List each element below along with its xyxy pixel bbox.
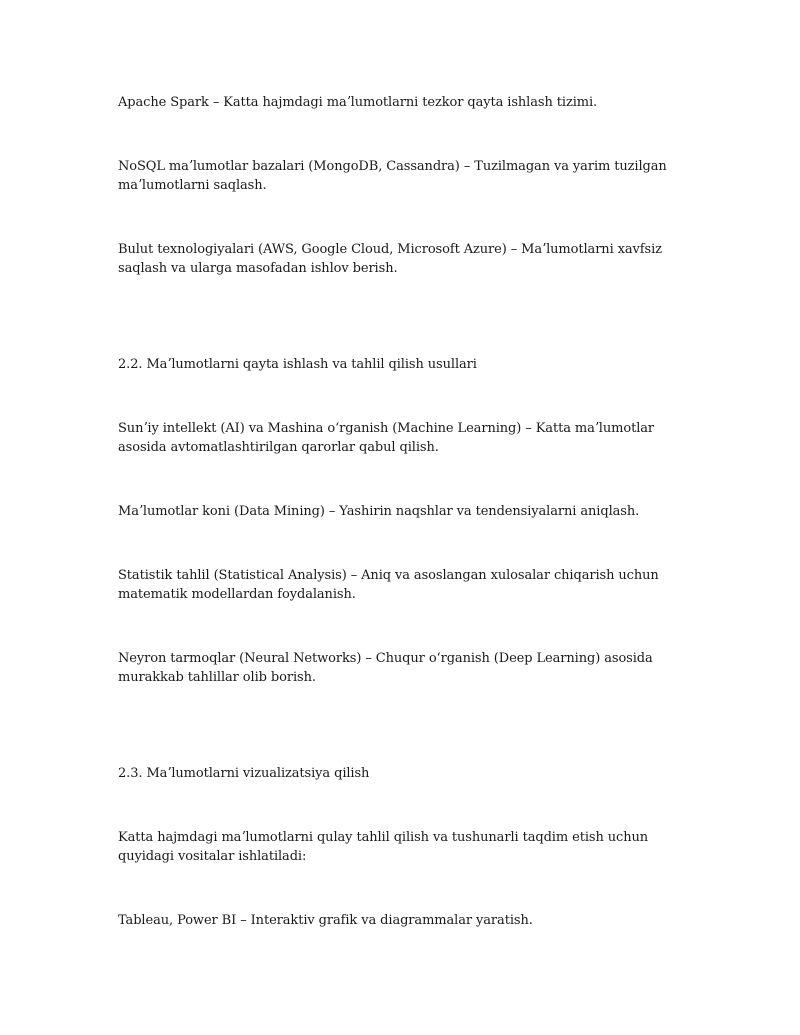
paragraph-tableau-powerbi: Tableau, Power BI – Interaktiv grafik va diagrammalar yaratish. [118, 913, 533, 928]
section-heading-2-2: 2.2. Maʼlumotlarni qayta ishlash va tahlil qilish usullari [118, 357, 477, 372]
paragraph-nosql: NoSQL maʼlumotlar bazalari (MongoDB, Cassandra) – Tuzilmagan va yarim tuzilgan maʼlumotlarni saqlash. [118, 159, 667, 193]
paragraph-cloud: Bulut texnologiyalari (AWS, Google Cloud, Microsoft Azure) – Maʼlumotlarni xavfsiz saqlash va ularga masofadan ishlov berish. [118, 242, 662, 276]
paragraph-neural-networks: Neyron tarmoqlar (Neural Networks) – Chuqur oʻrganish (Deep Learning) asosida murakkab tahlillar olib borish. [118, 651, 653, 685]
section-heading-2-3: 2.3. Maʼlumotlarni vizualizatsiya qilish [118, 766, 370, 781]
paragraph-apache-spark: Apache Spark – Katta hajmdagi maʼlumotlarni tezkor qayta ishlash tizimi. [118, 95, 598, 110]
paragraph-data-mining: Maʼlumotlar koni (Data Mining) – Yashirin naqshlar va tendensiyalarni aniqlash. [118, 504, 640, 519]
paragraph-ai-ml: Sunʼiy intellekt (AI) va Mashina oʻrganish (Machine Learning) – Katta maʼlumotlar asosida avtomatlashtirilgan qarorlar qabul qilish. [118, 421, 655, 455]
paragraph-visualization-intro: Katta hajmdagi maʼlumotlarni qulay tahlil qilish va tushunarli taqdim etish uchun quyidagi vositalar ishlatiladi: [118, 830, 649, 864]
paragraph-statistics: Statistik tahlil (Statistical Analysis) – Aniq va asoslangan xulosalar chiqarish uchun matematik modellardan foydalanish. [118, 568, 659, 602]
